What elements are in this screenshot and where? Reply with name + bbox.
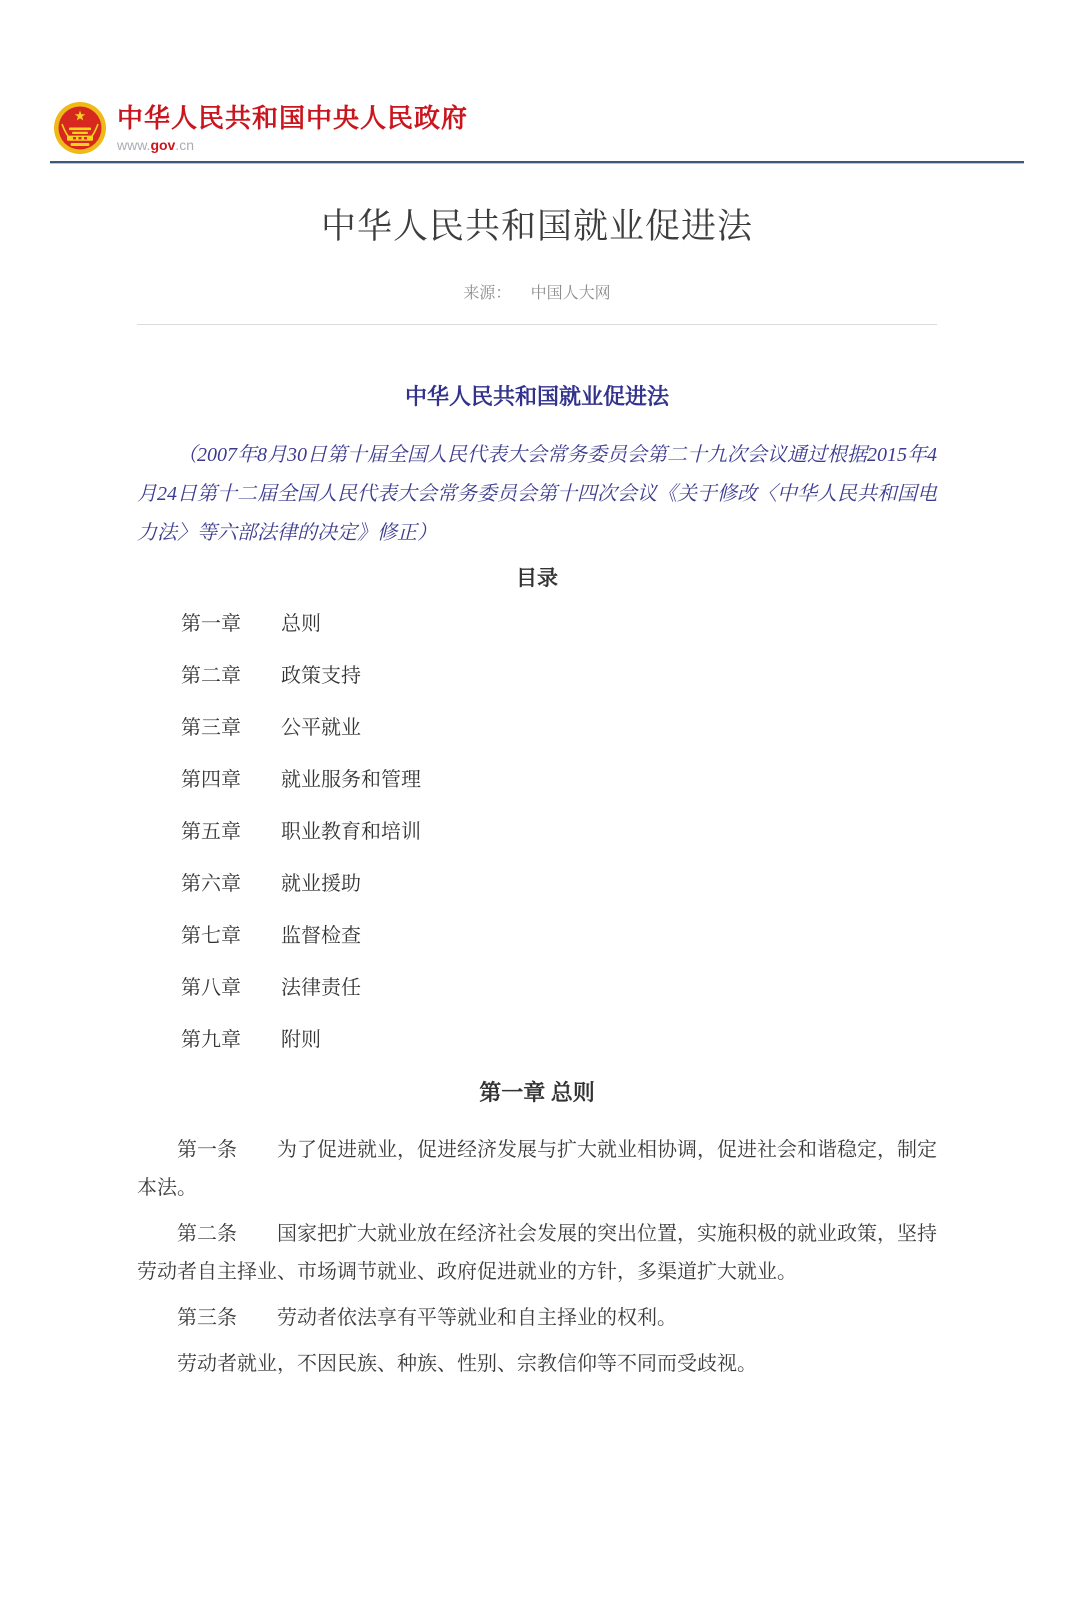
content-divider (137, 324, 937, 325)
toc-chapter-number: 第一章 (181, 613, 241, 635)
source-line (0, 284, 1074, 304)
law-paragraph: 第三条 劳动者依法享有平等就业和自主择业的权利。 (177, 1307, 677, 1329)
toc-chapter-title: 公平就业 (281, 717, 361, 739)
toc-chapter-title: 就业服务和管理 (281, 769, 421, 791)
toc-item (137, 923, 937, 949)
header-rule-divider (50, 161, 1024, 164)
toc-chapter-title: 监督检查 (281, 925, 361, 947)
toc-chapter-title: 职业教育和培训 (281, 821, 421, 843)
toc-chapter-number: 第二章 (181, 665, 241, 687)
toc-chapter-number: 第四章 (181, 769, 241, 791)
source-label: 来源： (463, 285, 512, 302)
article-main (0, 204, 1074, 1383)
toc-chapter-title: 法律责任 (281, 977, 361, 999)
law-paragraph: 劳动者就业，不因民族、种族、性别、宗教信仰等不同而受歧视。 (177, 1353, 757, 1375)
toc-title: 目录 (516, 566, 558, 590)
site-url-gov: gov (150, 137, 176, 153)
chapter-heading: 第一章 总则 (479, 1080, 595, 1105)
china-national-emblem-icon (54, 102, 106, 154)
toc-chapter-number: 第八章 (181, 977, 241, 999)
toc-item (137, 975, 937, 1001)
toc-item (137, 871, 937, 897)
site-url-suffix: .cn (175, 137, 195, 153)
toc-chapter-number: 第七章 (181, 925, 241, 947)
toc-item (137, 663, 937, 689)
law-paragraphs (137, 1131, 937, 1383)
toc-chapter-number: 第九章 (181, 1029, 241, 1051)
site-url-prefix: www. (117, 137, 151, 153)
law-title: 中华人民共和国就业促进法 (404, 384, 669, 409)
toc-item (137, 767, 937, 793)
toc-chapter-title: 总则 (281, 613, 321, 635)
toc-chapter-number: 第三章 (181, 717, 241, 739)
toc-item (137, 819, 937, 845)
law-preamble: （2007年8月30日第十届全国人民代表大会常务委员会第二十九次会议通过根据2015年4月24日第十二届全国人民代表大会常务委员会第十四次会议《关于修改〈中华人民共和国电力法〉等六部法律的决定》修正） (137, 444, 937, 544)
page (0, 102, 1074, 1622)
toc-item (137, 1027, 937, 1053)
toc-chapter-title: 附则 (281, 1029, 321, 1051)
toc-item (137, 715, 937, 741)
toc-chapter-title: 就业援助 (281, 873, 361, 895)
gov-logo[interactable] (50, 102, 1024, 154)
toc-chapter-number: 第五章 (181, 821, 241, 843)
law-article (137, 383, 937, 1383)
toc-list (137, 611, 937, 1053)
toc-item (137, 611, 937, 637)
site-identity (117, 102, 468, 154)
site-header (50, 102, 1024, 164)
page-title: 中华人民共和国就业促进法 (320, 207, 753, 246)
toc-chapter-number: 第六章 (181, 873, 241, 895)
law-paragraph: 第一条 为了促进就业，促进经济发展与扩大就业相协调，促进社会和谐稳定，制定本法。 (137, 1139, 937, 1199)
source-value: 中国人大网 (530, 285, 611, 302)
toc-chapter-title: 政策支持 (281, 665, 361, 687)
site-title: 中华人民共和国中央人民政府 (117, 103, 469, 133)
site-url (117, 136, 468, 154)
law-paragraph: 第二条 国家把扩大就业放在经济社会发展的突出位置，实施积极的就业政策，坚持劳动者自主择业、市场调节就业、政府促进就业的方针，多渠道扩大就业。 (137, 1223, 937, 1283)
